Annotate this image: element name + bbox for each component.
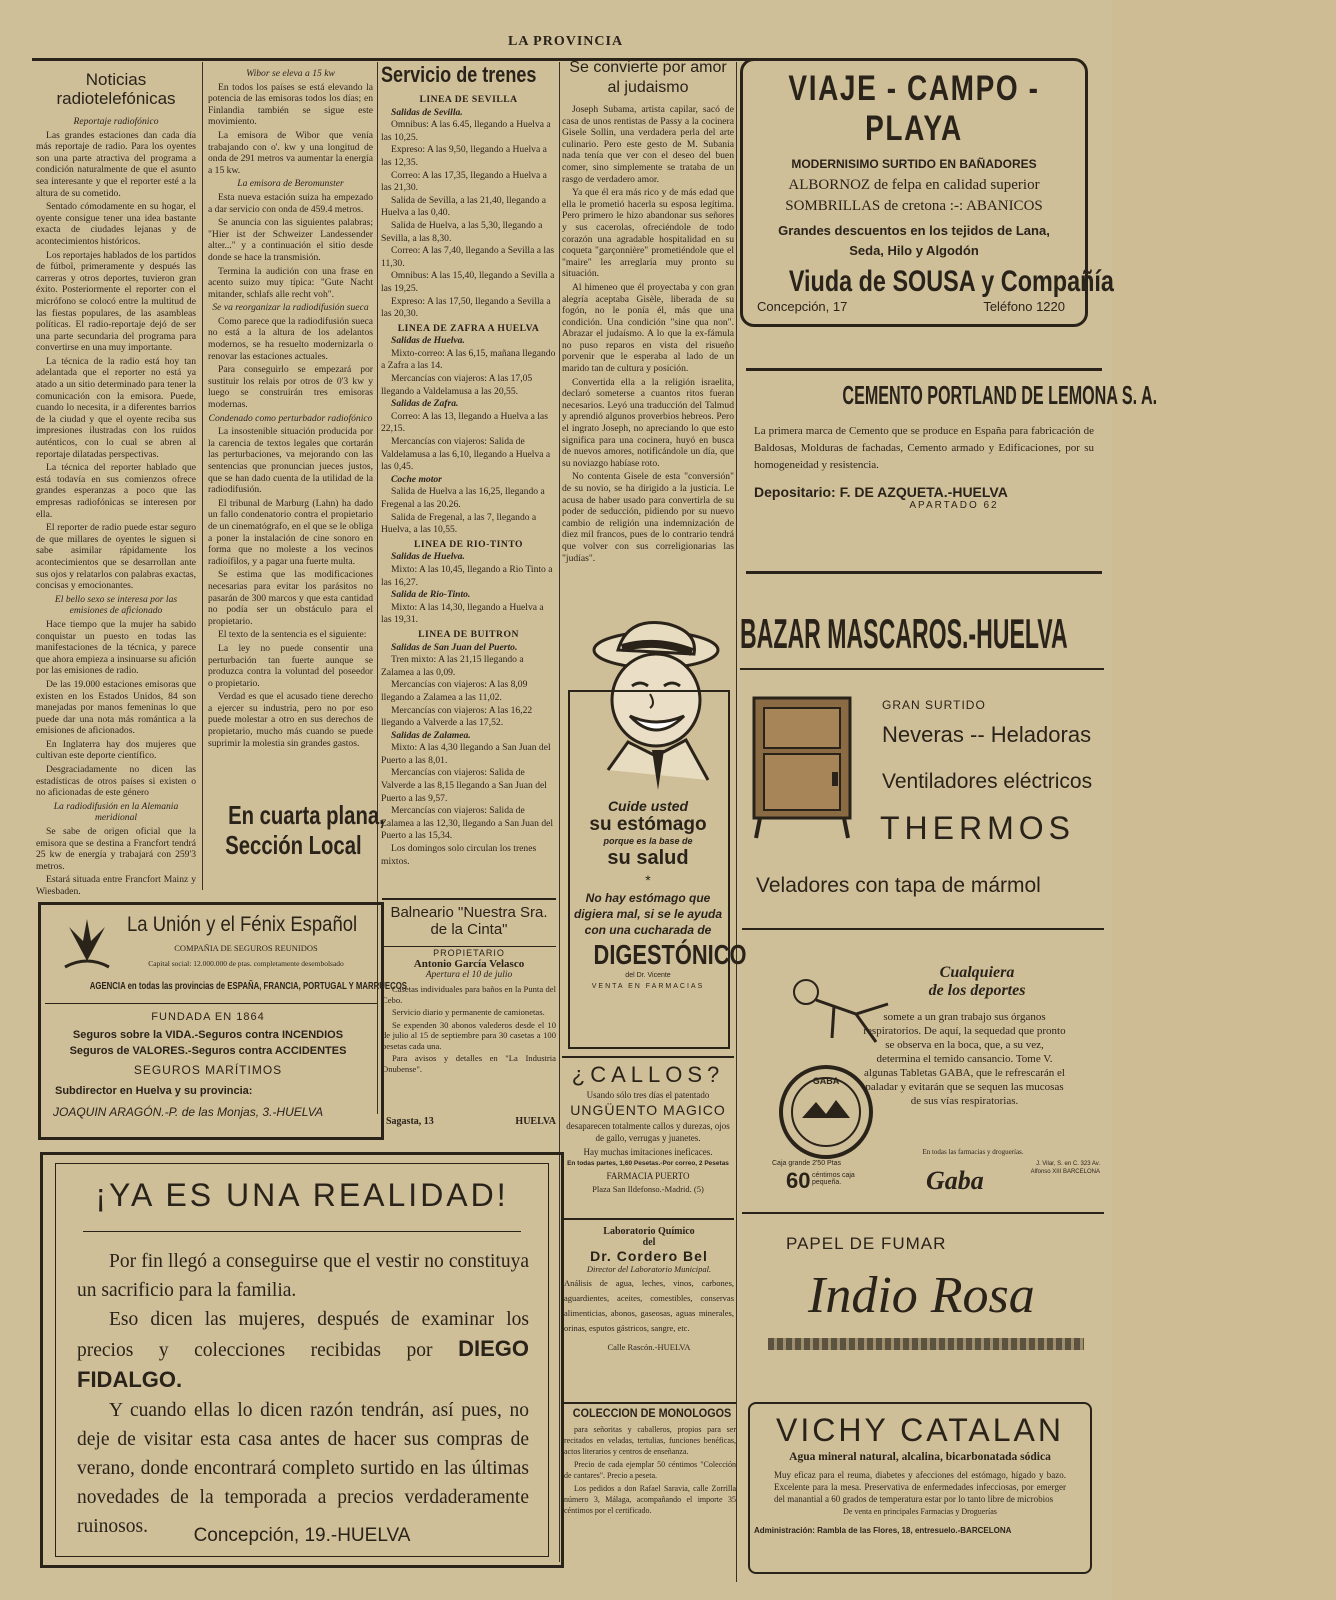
- viaje-campo-playa-ad: [740, 58, 1114, 327]
- realidad-p2: Eso dicen las mujeres, después de examinar los precios y colecciones recibidas por: [77, 1309, 529, 1361]
- callos-l2: desaparecen totalmente callos y durezas, ojos de gallo, verrugas y juanetes.: [566, 1121, 730, 1143]
- trenes-list: [381, 94, 556, 868]
- trenes-heading: Servicio de trenes: [381, 62, 537, 87]
- train-schedule-entry: Expreso: A las 17,50, llegando a Sevilla a las 20,30.: [381, 295, 551, 320]
- beromunster-paragraph: Se anuncia con las siguientes palabras; "Hier ist der Schweizer Landessender alter..." y a continuación el sitio desde donde se hace la transmisión.: [208, 217, 373, 263]
- train-schedule-entry: Mercancías con viajeros: A las 8,09 llegando a Zalamea a las 11,02.: [381, 679, 528, 703]
- realidad-body: [77, 1247, 529, 1541]
- lab-body: Análisis de agua, leches, vinos, carbones, aguardientes, aceites, comestibles, conservas alimenticias, abonos, gaseosas, aguas minerales, orinas, esputos gástricos, sangre, etc.: [564, 1278, 734, 1333]
- train-schedule-entry: Los domingos solo circulan los trenes mixtos.: [381, 843, 537, 867]
- radio-paragraph: De las 19.000 estaciones emisoras que existen en los Estados Unidos, 84 son manejadas por manos femeninas lo que puede dar una nota más romántica a la emisiones de aficionados.: [36, 678, 196, 737]
- radio-paragraph: Los reportajes hablados de los partidos de fútbol, primeramente y después las carreras y otros deportes, tuvieron gran éxito. Posteriormente el reporter con el micrófono se colocó entre la multitud de las fiestas populares, de las asambleas políticas. El radio-reportaje dejó de ser una parte secundaria del programa para convertirse en una muy importante.: [36, 249, 196, 354]
- cemento-title: CEMENTO PORTLAND DE LEMONA S. A.: [842, 380, 1158, 410]
- bazar-l1: Neveras -- Heladoras: [882, 722, 1092, 747]
- callos-brand: UNGÜENTO MAGICO: [570, 1102, 726, 1118]
- train-departures-label: Salidas de Sevilla.: [391, 106, 463, 118]
- digestonico-venta: VENTA EN FARMACIAS: [591, 983, 705, 990]
- radio-paragraph: El reporter de radio puede estar seguro de que millares de oyentes le siguen si sabe asimilar rápidamente los acontecimientos que se desarrollan ante sus ojos y relatarlos con palabras exactas, concisas y emocionantes.: [36, 522, 196, 592]
- bazar-l3: THERMOS: [880, 810, 1075, 846]
- union-subdirector: Subdirector en Huelva y su provincia:: [55, 1085, 253, 1097]
- train-departures-label: Salidas de Zalamea.: [391, 729, 471, 741]
- train-schedule-entry: Mixto: A las 14,30, llegando a Huelva a las 19,31.: [381, 601, 544, 626]
- vichy-l1: Agua mineral natural, alcalina, bicarbonatada sódica: [789, 1451, 1051, 1463]
- gaba-precio: 60: [786, 1168, 811, 1193]
- vichy-body: Muy eficaz para el reuma, diabetes y afecciones del estómago, hígado y bazo. Excelente para la mesa. Preservativa de enfermedades infecciosas, por emerger del manantial a 60 grados de temperatura estar por lo tanto libre de microbios: [774, 1470, 1066, 1504]
- viaje-l1: MODERNISIMO SURTIDO EN BAÑADORES: [791, 157, 1037, 171]
- gaba-t1: Cualquiera: [939, 964, 1015, 981]
- train-departures-label: Salida de Rio-Tinto.: [391, 589, 471, 601]
- balneario-ad: [382, 904, 556, 1134]
- train-schedule-entry: Mercancías con viajeros: Salida de Valdelamusa a las 6,10, llegando a Huelva a las 0,45.: [381, 436, 551, 473]
- monologos-ad: [564, 1406, 736, 1566]
- column-radio: [36, 70, 196, 900]
- wibor-paragraph: En todos los países se está elevando la potencia de las emisoras todos los días; en Finlandia también se sigue este movimiento.: [208, 81, 373, 128]
- train-line-heading: LINEA DE RIO-TINTO: [413, 538, 524, 550]
- cemento-ad: [746, 368, 1158, 574]
- cuarta-plana-notice: [206, 800, 385, 860]
- train-schedule-entry: Salida de Huelva a las 16,25, llegando a Fregenal a las 20.26.: [381, 486, 545, 510]
- monologos-paragraph: Los pedidos a don Rafael Saravia, calle Zorrilla número 3, Málaga, acompañando el importe 35 céntimos por el certificado.: [564, 1484, 736, 1515]
- trenes-column: [381, 64, 556, 868]
- train-departures-label: Salidas de Zafra.: [391, 398, 459, 410]
- beromunster-sub: La emisora de Beromunster: [237, 178, 344, 190]
- condenado-paragraph: La ley no puede consentir una perturbación tan fuerte aunque se produzca contra la voluntad del poseedor o propietario.: [208, 642, 373, 689]
- train-schedule-entry: Omnibus: A las 15,40, llegando a Sevilla a las 19,25.: [381, 270, 555, 294]
- cemento-apartado: APARTADO 62: [909, 500, 999, 511]
- monologos-body: [564, 1424, 736, 1516]
- union-title: La Unión y el Fénix Español: [127, 913, 358, 936]
- realidad-p1: Por fin llegó a conseguirse que el vestir no constituya un sacrificio para la familia.: [77, 1251, 529, 1301]
- laboratorio-ad: [564, 1226, 734, 1396]
- gaba-caja: Caja grande 2'50 Ptas: [772, 1160, 842, 1167]
- column-radio-2: [208, 66, 373, 751]
- viaje-l2: ALBORNOZ de felpa en calidad superior: [788, 177, 1040, 193]
- radio-paragraph: La técnica de la radio está hoy tan adelantada que el reporter no está ya atado a un sitio determinado para tener la comunicación con la emisora. Puede, cuando lo necesita, ir a diferentes barrios de la ciudad y que el oyente reciba sus impresiones ilustradas con los ruidos auténticos, con lo cual se abren al reportaje dilatadas perspectivas.: [36, 355, 196, 460]
- beromunster-paragraph: Esta nueva estación suiza ha empezado a dar servicio con onda de 459.4 metros.: [208, 191, 373, 215]
- papel-title: PAPEL DE FUMAR: [786, 1234, 947, 1253]
- condenado-paragraph: Se estima que las modificaciones necesarias para evitar los parásitos no pasarán de 300 marcos y que esta cantidad no podía ser un obstáculo para el propietario.: [208, 569, 373, 627]
- train-schedule-entry: Mixto-correo: A las 6,15, mañana llegando a Zafra a las 14.: [381, 347, 556, 372]
- balneario-body: [382, 984, 556, 1074]
- balneario-title: Balneario "Nuestra Sra. de la Cinta": [390, 904, 548, 938]
- condenado-paragraph: La insostenible situación producida por la carencia de textos legales que cortarán las perturbaciones, va mejorando con las sentencias que pronuncian jueces justos, que se han dado cuenta de la utilidad de la radiodifusión.: [208, 426, 373, 496]
- lab-l2: del: [642, 1237, 656, 1248]
- lab-address: Calle Rascón.-HUELVA: [607, 1342, 691, 1352]
- sueca-sub: Se va reorganizar la radiodifusión sueca: [212, 302, 369, 314]
- radio-sub-1: Reportaje radiofónico: [73, 116, 159, 127]
- train-schedule-entry: Salida de Huelva, a las 5,30, llegando a Sevilla, a las 8,30.: [381, 219, 543, 244]
- union-fundada: FUNDADA EN 1864: [151, 1011, 265, 1023]
- balneario-city: HUELVA: [515, 1116, 556, 1127]
- judaismo-paragraph: No contenta Gisele de esta "conversión" de su novio, se ha dirigido a la justicia. Le acusa de haber usado para convertirla de su poder de seducción, pidiendo por su nuevo cambio de religión una indemnización de diez mil francos, pues de lo contrario tendrá que volver con sus correligionarias las "judías".: [562, 471, 734, 564]
- radio-paragraph: La técnica del reporter hablado que está todavía en sus comienzos ofrece grandes esperanzas a poco que las empresas radiofónicas se interesen por ella.: [36, 462, 196, 520]
- train-schedule-entry: Mixto: A las 10,45, llegando a Rio Tinto a las 16,27.: [381, 563, 553, 588]
- digestonico-ad: Cuide usted su estómago porque es la base de su salud * No hay estómago que digiera mal, si se le ayuda con una cucharada de DIGESTÓNICO del Dr. Vicente VENTA EN FARMACIAS: [568, 620, 732, 1050]
- bazar-title: BAZAR MASCAROS.-HUELVA: [740, 610, 1068, 657]
- union-name: JOAQUIN ARAGÓN.-P. de las Monjas, 3.-HUELVA: [53, 1105, 324, 1119]
- wibor-paragraph: La emisora de Wibor que venía trabajando con o'. kw y una longitud de onda de 291 metros va aumentar la energía a 15 kw.: [208, 129, 373, 176]
- train-schedule-entry: Salida de Sevilla, a las 21,40, llegando a Huelva a las 0,40.: [381, 194, 547, 219]
- cuarta-line-1: En cuarta plana,: [228, 800, 385, 830]
- judaismo-paragraph: Joseph Subama, artista capilar, sacó de casa de unos rentistas de Passy a la cocinera Gisele Sollin, una verdadera perla del arte culinario. Pero este gesto de M. Subania nada tenía que ver con el deseo del buen comer, sino simplemente se trataba de un rasgo de verdadero amor.: [562, 104, 734, 185]
- balneario-paragraph: Casetas individuales para baños en la Punta del Cebo.: [382, 984, 556, 1005]
- train-schedule-entry: Omnibus: A las 6.45, llegando a Huelva a las 10,25.: [381, 119, 551, 143]
- train-schedule-entry: Mercancías con viajeros: Salida de Zalamea a las 12,30, llegando a San Juan del Puerto a las 15,34.: [381, 805, 554, 842]
- callos-l6: Plaza San Ildefonso.-Madrid. (5): [592, 1184, 704, 1194]
- union-agencia: AGENCIA en todas las provincias de ESPAÑA, FRANCIA, PORTUGAL Y MARRUECOS: [89, 981, 407, 992]
- train-schedule-entry: Correo: A las 7,40, llegando a Sevilla a las 11,30.: [381, 245, 555, 269]
- vichy-title: VICHY CATALAN: [776, 1412, 1064, 1448]
- viaje-l3: SOMBRILLAS de cretona :-: ABANICOS: [785, 198, 1043, 214]
- bazar-ad: [740, 610, 1104, 910]
- gaba-logo-text: GABA: [812, 1076, 840, 1086]
- radio-sub-3: La radiodifusión en la Alemania meridional: [53, 800, 179, 824]
- callos-l3: Hay muchas imitaciones ineficaces.: [583, 1147, 713, 1157]
- union-s1: Seguros sobre la VIDA.-Seguros contra INCENDIOS: [72, 1029, 344, 1041]
- radio-paragraph: Desgraciadamente no dicen las estadísticas de otros países si existen o no aficionadas de este género: [36, 764, 196, 799]
- judaismo-paragraph: Ya que él era más rico y de más edad que ella le prometió hacerla su esposa legítima. Pero primero le hizo abandonar sus señores y sus cacerolas, ofreciéndole de todo corazón una agradable hospitalidad en su coqueta "garçonnière" prometiéndole que el "maire" les arreglaría muy pronto su situación.: [562, 187, 734, 280]
- train-schedule-entry: Correo: A las 17,35, llegando a Huelva a las 21,30.: [381, 169, 547, 194]
- vichy-venta: De venta en principales Farmacias y Droguerías: [843, 1507, 997, 1516]
- gaba-centimos: céntimos caja pequeña.: [812, 1172, 855, 1186]
- radio-paragraph: Las grandes estaciones dan cada día más reportaje de radio. Para los oyentes son una parte atractiva del programa a condición naturalmente de que el asunto sea interesante y que el reporter esté a la altura de su cometido.: [36, 129, 196, 199]
- viaje-title: VIAJE - CAMPO - PLAYA: [788, 69, 1040, 148]
- union-capital: Capital social: 12.000.000 de ptas. completamente desembolsado: [148, 959, 344, 968]
- train-schedule-entry: Correo: A las 13, llegando a Huelva a las 22,15.: [381, 410, 548, 435]
- train-schedule-entry: Mixto: A las 4,30 llegando a San Juan del Puerto a las 8,01.: [381, 742, 551, 766]
- union-compania: COMPAÑIA DE SEGUROS REUNIDOS: [174, 943, 318, 953]
- balneario-paragraph: Se expenden 30 abonos valederos desde el 10 de julio al 15 de septiembre para 30 casetas a 100 pesetas cada una.: [382, 1019, 556, 1051]
- radio-sub-2: El bello sexo se interesa por las emisiones de aficionado: [54, 593, 178, 617]
- train-line-heading: LINEA DE SEVILLA: [419, 94, 518, 105]
- digestonico-del: del Dr. Vicente: [625, 972, 671, 979]
- bazar-gran-surtido: GRAN SURTIDO: [882, 698, 986, 712]
- digestonico-l3: porque es la base de: [603, 836, 693, 846]
- train-schedule-entry: Tren mixto: A las 21,15 llegando a Zalamea a las 0,09.: [381, 654, 524, 678]
- gaba-farmacias: En todas las farmacias y droguerías.: [922, 1148, 1024, 1156]
- lab-l3: Dr. Cordero Bel: [590, 1248, 708, 1264]
- train-schedule-entry: Mercancías con viajeros: A las 17,05 llegando a Valdelamusa a las 20,55.: [381, 373, 533, 397]
- papel-brand: Indio Rosa: [808, 1267, 1035, 1324]
- digestonico-l2: su estómago: [589, 814, 707, 835]
- viaje-phone: Teléfono 1220: [983, 299, 1065, 314]
- gaba-ad: [742, 928, 1104, 1196]
- realidad-title: ¡YA ES UNA REALIDAD!: [95, 1177, 509, 1213]
- judaismo-paragraph: Al himeneo que él proyectaba y con gran alegría aceptaba Gisèle, liberada de su fogón, no le ponía él, más que una condición. Una condición "sine qua non". Abrazar el judaísmo. A lo que la ex-fámula no puso reparos en vista del risueño porvenir que le esperaba al lado de un marido tan de cultura y posición.: [562, 281, 734, 375]
- balneario-paragraph: Servicio diario y permanente de camionetas.: [392, 1007, 545, 1017]
- phoenix-emblem-icon: [55, 911, 119, 975]
- train-departures-label: Salidas de Huelva.: [391, 335, 465, 347]
- digestonico-brand: DIGESTÓNICO: [593, 939, 747, 970]
- train-schedule-entry: Expreso: A las 9,50, llegando a Huelva a las 12,35.: [381, 144, 547, 168]
- balneario-name: Antonio García Velasco: [413, 958, 525, 970]
- train-departures-label: Salidas de Huelva.: [391, 551, 465, 563]
- radio-article: [36, 116, 196, 898]
- masthead-title: LA PROVINCIA: [502, 34, 629, 50]
- sueca-paragraph: Como parece que la radiodifusión sueca no está a la altura de los adelantos modernos, se ha resuelto modernizarla o renovar las estaciones actuales.: [208, 315, 373, 362]
- realidad-ad: [40, 1152, 564, 1568]
- judaismo-article: [562, 58, 734, 566]
- digestonico-l5: No hay estómago que digiera mal, si se le ayuda con una cucharada de: [573, 891, 723, 937]
- radio-paragraph: Se sabe de origen oficial que la emisora que se destina a Francfort tendrá 25 kw de energía y trabajará con 259'3 metros.: [36, 826, 196, 872]
- radio-paragraph: Sentado cómodamente en su hogar, el oyente consigue tener una idea bastante exacta de ciudades lejanas y de acontecimientos históricos.: [36, 201, 196, 247]
- radio-paragraph: En Inglaterra hay dos mujeres que cultivan este deporte científico.: [36, 738, 196, 762]
- train-departures-label: Coche motor: [391, 473, 442, 485]
- lab-l1: Laboratorio Químico: [603, 1226, 695, 1237]
- condenado-paragraph: El tribunal de Marburg (Lahn) ha dado un fallo condenatorio contra el propietario de un cinematógrafo, en el que se le obliga a poner la instalación de cine sonoro en forma que no moleste a los vecinos radioífilos, y a pagar una fuerte multa.: [208, 497, 373, 567]
- condenado-paragraph: Verdad es que el acusado tiene derecho a ejercer su industria, pero no por eso puede molestar a otro en sus derechos de propietario, mucho más cuando se puede suprimir la molestia sin grandes gastos.: [208, 691, 373, 749]
- gaba-t2: de los deportes: [928, 982, 1026, 999]
- union-s3: SEGUROS MARÍTIMOS: [133, 1063, 283, 1077]
- balneario-paragraph: Para avisos y detalles en "La Industria Onubense".: [382, 1053, 556, 1074]
- callos-l5: FARMACIA PUERTO: [606, 1171, 690, 1181]
- callos-l4: En todas partes, 1,60 Pesetas.-Por correo, 2 Pesetas: [567, 1160, 729, 1167]
- judaismo-paragraph: Convertida ella a la religión israelita, declaró someterse a cuantos ritos fueran necesarios. Leyó una traducción del Talmud y aprendió algunos proverbios hebreos. Pero el ingrato Joseph, no apreciando lo que esto significa para una cocinera, huyó en busca de nuevos amores, notificándole un día, que su noviazgo habíase roto.: [562, 376, 734, 469]
- beromunster-paragraph: Termina la audición con una frase en acento suizo muy típica: "Gute Nacht mitander, schlafs alle recht voh".: [208, 265, 373, 300]
- realidad-address: Concepción, 19.-HUELVA: [193, 1525, 411, 1546]
- train-schedule-entry: Mercancías con viajeros: A las 16,22 llegando a Valverde a las 17,52.: [381, 704, 533, 729]
- balneario-propietario: PROPIETARIO: [433, 948, 505, 958]
- realidad-p3: Y cuando ellas lo dicen razón tendrán, así pues, no deje de visitar esta casa antes de hacer sus compras de verano, donde encontrará completo surtido en las últimas novedades de la temporada a precios verdaderamente ruinosos.: [77, 1400, 529, 1537]
- callos-title: ¿CALLOS?: [571, 1062, 725, 1087]
- sueca-paragraph: Para conseguirlo se empezará por sustituir los relais por otros de 0'3 kw y luego se construirán tres emisoras modernas.: [208, 364, 373, 411]
- train-schedule-entry: Salida de Fregenal, a las 7, llegando a Huelva, a las 10,55.: [381, 511, 537, 536]
- viaje-address: Concepción, 17: [757, 299, 848, 314]
- balneario-apertura: Apertura el 10 de julio: [425, 970, 513, 980]
- gaba-body: somete a un gran trabajo sus órganos respiratorios. De aquí, la sequedad que pronto se observa en la boca, que, a su vez, determina el temido cansancio. Tome V. algunas Tabletas GABA, que le refrescarán el paladar y evitarán que se sequen las mucosas de sus vías respiratorias.: [863, 1011, 1066, 1107]
- train-line-heading: LINEA DE BUITRON: [418, 628, 519, 640]
- gaba-brand: Gaba: [926, 1166, 984, 1195]
- cemento-body: La primera marca de Cemento que se produce en España para fabricación de Baldosas, Molduras de fachadas, Cemento armado y Edificaciones, por su homogeneidad y resistencia.: [754, 425, 1094, 471]
- monologos-paragraph: para señoritas y caballeros, propios para ser recitados en veladas, tertulias, funciones benéficas, actos literarios y centros de enseñanza.: [564, 1425, 736, 1456]
- realidad-p2-name: DIEGO FIDALGO.: [77, 1336, 530, 1392]
- judaismo-heading: Se convierte por amor al judaismo: [569, 59, 727, 96]
- judaismo-body: [562, 104, 734, 564]
- union-fenix-ad: [38, 902, 407, 1140]
- callos-ad: [562, 1062, 734, 1202]
- train-departures-label: Salidas de San Juan del Puerto.: [391, 641, 518, 653]
- condenado-paragraph: El texto de la sentencia es el siguiente:: [218, 629, 367, 641]
- radio-paragraph: Estará situada entre Francfort Mainz y Wiesbaden.: [36, 874, 196, 897]
- digestonico-l1: Cuide usted: [607, 798, 689, 814]
- lab-l4: Director del Laboratorio Municipal.: [586, 1264, 712, 1274]
- radio-heading: Noticias radiotelefónicas: [56, 70, 176, 108]
- monologos-paragraph: Precio de cada ejemplar 50 céntimos "Colección de cantares". Precio a peseta.: [564, 1460, 736, 1480]
- balneario-address: Sagasta, 13: [386, 1116, 434, 1127]
- gaba-address: J. Vilar, S. en C. 323 Av. Alfonso XIII BARCELONA: [1030, 1161, 1100, 1175]
- digestonico-l4: su salud: [607, 847, 689, 869]
- callos-l1: Usando sólo tres días el patentado: [586, 1090, 710, 1100]
- radio-paragraph: Hace tiempo que la mujer ha sabido conquistar un puesto en todas las manifestaciones de la técnica, y parece que ahora empieza a insinuarse su afición por las emisiones de radio.: [36, 618, 196, 677]
- cuarta-line-2: Sección Local: [225, 830, 362, 860]
- monologos-title: COLECCION DE MONOLOGOS: [572, 1406, 732, 1420]
- train-schedule-entry: Mercancías con viajeros: Salida de Valverde a las 8,15 llegando a San Juan del Puerto a las 9,57.: [381, 767, 547, 804]
- refrigerator-illustration: [746, 692, 858, 842]
- wibor-sub: Wibor se eleva a 15 kw: [246, 68, 335, 79]
- papel-fumar-ad: [742, 1212, 1104, 1392]
- bazar-l4: Veladores con tapa de mármol: [756, 874, 1041, 897]
- bazar-l2: Ventiladores eléctricos: [882, 770, 1093, 793]
- condenado-sub: Condenado como perturbador radiofónico: [208, 412, 373, 424]
- radio-article-2: [208, 68, 373, 749]
- train-line-heading: LINEA DE ZAFRA A HUELVA: [397, 322, 540, 334]
- vichy-administracion: Administración: Rambla de las Flores, 18, entresuelo.-BARCELONA: [754, 1526, 1012, 1535]
- cemento-depositario: Depositario: F. DE AZQUETA.-HUELVA: [754, 484, 1008, 500]
- union-s2: Seguros de VALORES.-Seguros contra ACCIDENTES: [69, 1045, 347, 1057]
- viaje-l4: Grandes descuentos en los tejidos de Lana, Seda, Hilo y Algodón: [778, 223, 1050, 258]
- viaje-firm: Viuda de SOUSA y Compañía: [788, 265, 1114, 298]
- vichy-ad: [748, 1402, 1092, 1574]
